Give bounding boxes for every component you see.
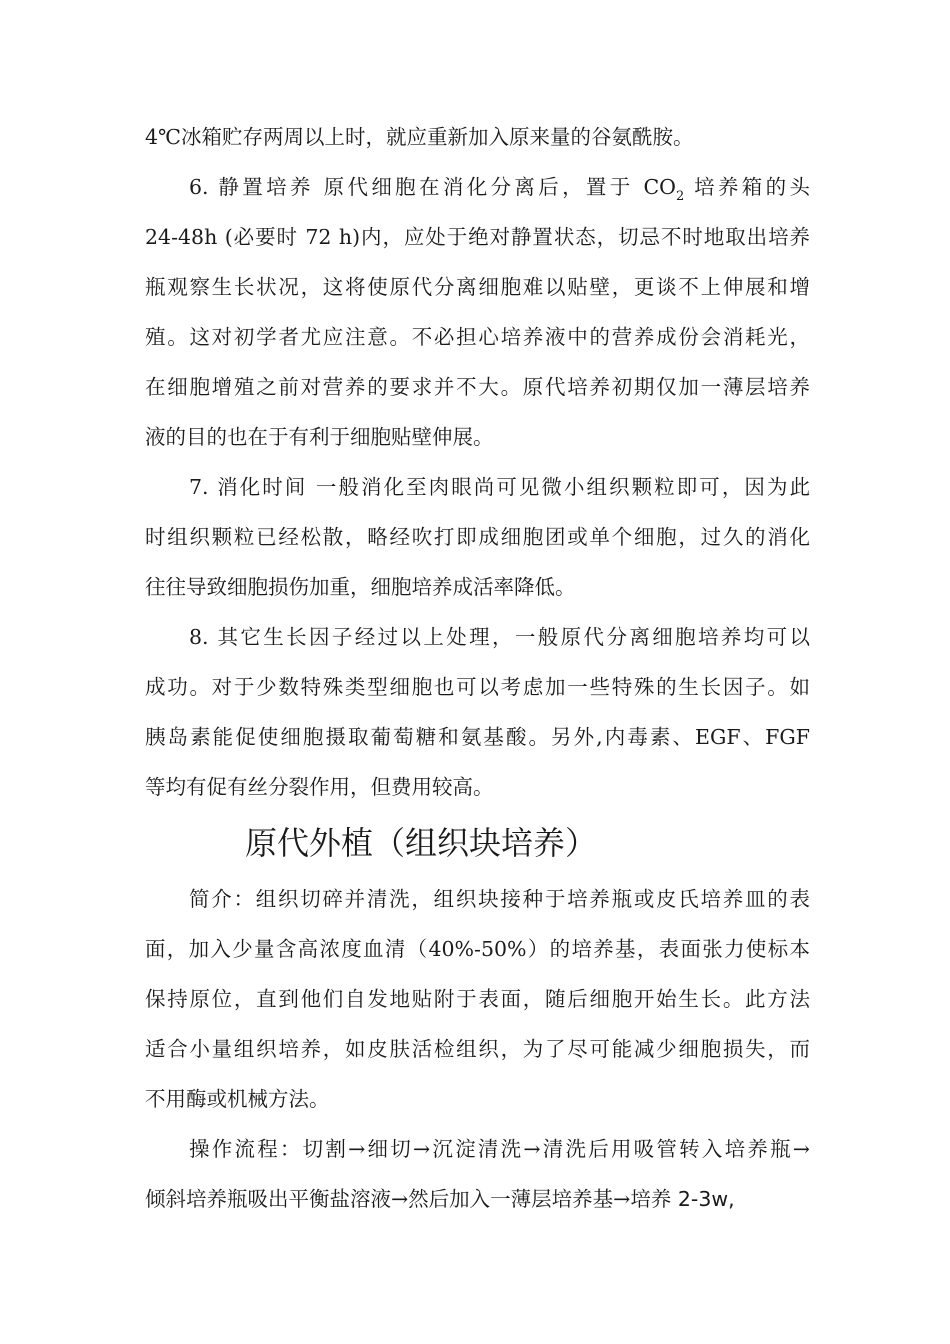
intro-line-3: 保持原位，直到他们自发地贴附于表面，随后细胞开始生长。此方法 [145,987,810,1011]
intro-line-1: 简介：组织切碎并清洗，组织块接种于培养瓶或皮氏培养皿的表 [189,887,810,911]
paragraph-7-line-3: 往往导致细胞损伤加重，细胞培养成活率降低。 [145,575,576,599]
paragraph-8-line-4: 等均有促有丝分裂作用，但费用较高。 [145,775,494,799]
paragraph-6-line-2: 24-48h (必要时 72 h)内，应处于绝对静置状态，切忌不时地取出培养 [145,225,810,249]
intro-line-2: 面，加入少量含高浓度血清（40%-50%）的培养基，表面张力使标本 [145,937,810,961]
paragraph-6-line-4: 殖。这对初学者尤应注意。不必担心培养液中的营养成份会消耗光， [145,325,810,349]
paragraph-5-tail-line: 4℃冰箱贮存两周以上时，就应重新加入原来量的谷氨酰胺。 [145,125,694,149]
intro-paragraph [145,874,810,1124]
paragraph-7 [145,462,810,612]
paragraph-6 [145,162,810,462]
section-title: 原代外植（组织块培养） [245,824,598,862]
procedure-duration: 2-3w, [677,1187,735,1211]
paragraph-7-line-1: 7. 消化时间 一般消化至肉眼尚可见微小组织颗粒即可，因为此 [189,475,810,499]
paragraph-6-line-3: 瓶观察生长状况，这将使原代分离细胞难以贴壁，更谈不上伸展和增 [145,275,810,299]
procedure-line-2 [145,1174,810,1224]
co2-subscript: 2 [675,189,685,204]
procedure-line-2-text: 倾斜培养瓶吸出平衡盐溶液→然后加入一薄层培养基→培养 [145,1187,678,1211]
paragraph-6-line-1-text: 6. 静置培养 原代细胞在消化分离后，置于 CO [189,175,676,199]
procedure-paragraph [145,1124,810,1224]
paragraph-6-line-5: 在细胞增殖之前对营养的要求并不大。原代培养初期仅加一薄层培养 [145,375,810,399]
intro-line-4: 适合小量组织培养，如皮肤活检组织，为了尽可能减少细胞损失，而 [145,1037,810,1061]
paragraph-6-line-1 [145,162,810,212]
paragraph-8-line-1: 8. 其它生长因子经过以上处理，一般原代分离细胞培养均可以 [189,625,810,649]
paragraph-8-line-2: 成功。对于少数特殊类型细胞也可以考虑加一些特殊的生长因子。如 [145,675,810,699]
paragraph-8-line-3: 胰岛素能促使细胞摄取葡萄糖和氨基酸。另外,内毒素、EGF、FGF [145,725,810,749]
document-page [145,112,810,1224]
paragraph-6-line-6: 液的目的也在于有利于细胞贴壁伸展。 [145,425,494,449]
paragraph-8 [145,612,810,812]
paragraph-6-line-1-end: 培养箱的头 [684,175,810,199]
paragraph-7-line-2: 时组织颗粒已经松散，略经吹打即成细胞团或单个细胞，过久的消化 [145,525,810,549]
intro-line-5: 不用酶或机械方法。 [145,1087,330,1111]
procedure-line-1: 操作流程：切割→细切→沉淀清洗→清洗后用吸管转入培养瓶→ [189,1137,810,1161]
